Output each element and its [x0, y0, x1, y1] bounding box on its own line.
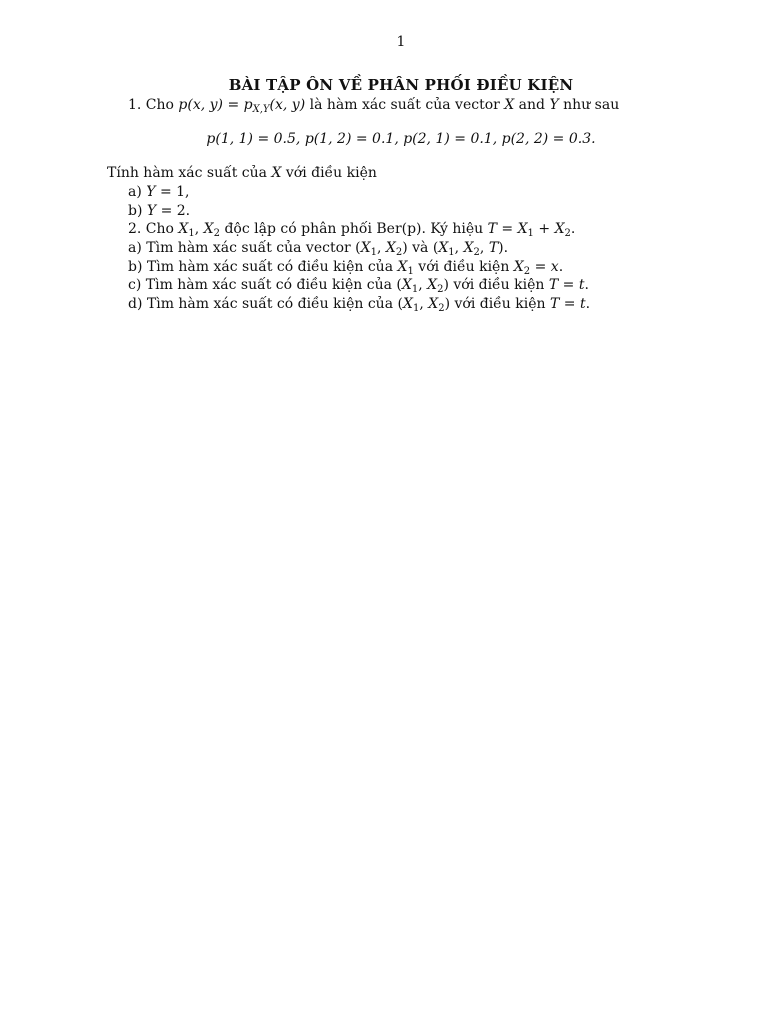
- problem1-values: p(1, 1) = 0.5, p(1, 2) = 0.1, p(2, 1) = 0.1, p(2, 2) = 0.3.: [206, 131, 596, 147]
- problem2-intro: 2. Cho $X_1$, $X_2$ độc lập có phân phối Ber(p). Ký hiệu $T = X_1 + X_2$.: [128, 221, 576, 239]
- problem2-part-d: d) Tìm hàm xác suất có điều kiện của ($X_1$, $X_2$) với điều kiện T = t.: [128, 296, 591, 314]
- problem1-part-b: b) Y = 2.: [128, 203, 191, 219]
- problem2-part-a: a) Tìm hàm xác suất của vector ($X_1$, $X_2$) và ($X_1$, $X_2$, T).: [128, 240, 509, 258]
- problem2-part-b: b) Tìm hàm xác suất có điều kiện của $X_1$ với điều kiện $X_2 = x$.: [128, 259, 564, 277]
- problem1-question: Tính hàm xác suất của X với điều kiện: [107, 165, 377, 181]
- problem1-part-a: a) Y = 1,: [128, 184, 190, 200]
- page-number: 1: [396, 34, 406, 50]
- problem1-intro: 1. Cho p(x, $y) = p_{X,Y}(x$, y) là hàm xác suất của vector X and Y như sau: [128, 97, 620, 115]
- problem2-part-c: c) Tìm hàm xác suất có điều kiện của ($X_1$, $X_2$) với điều kiện T = t.: [128, 277, 589, 295]
- document-title: BÀI TẬP ÔN VỀ PHÂN PHỐI ĐIỀU KIỆN: [228, 76, 574, 94]
